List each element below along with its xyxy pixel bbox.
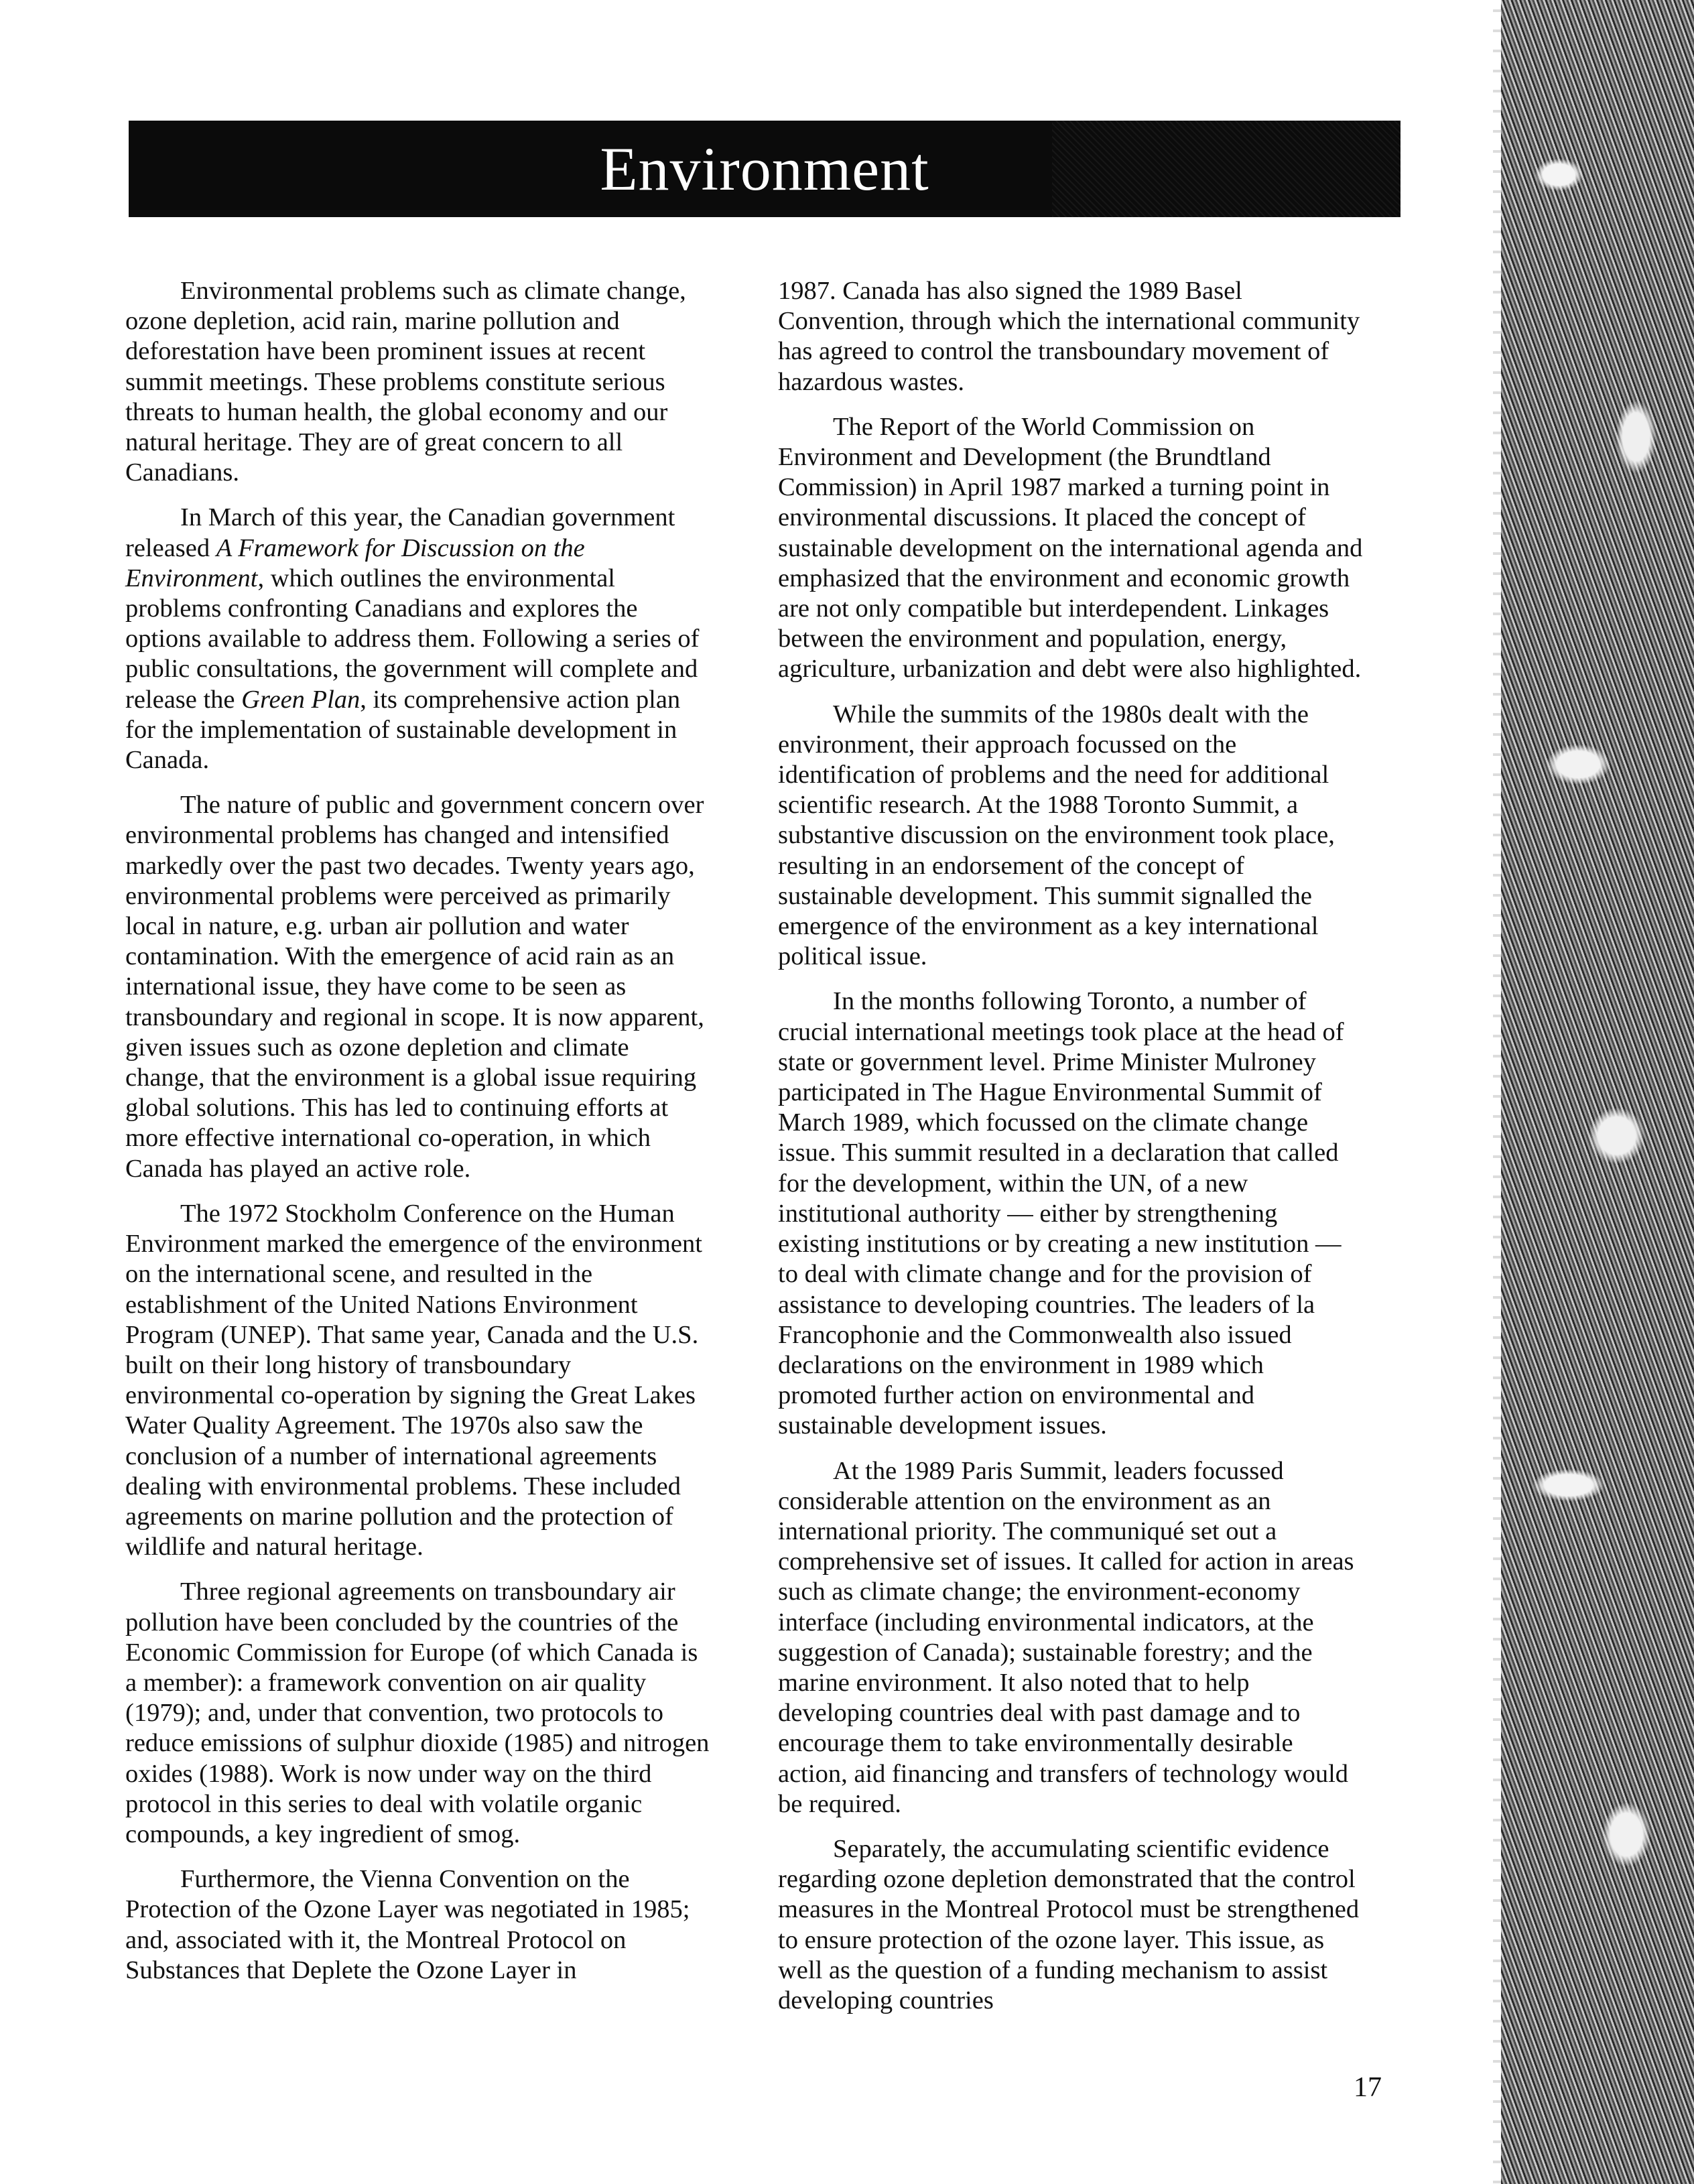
paragraph: The nature of public and government concern over environmental problems has changed and intensified markedly over the past two decades. Twenty years ago, environmental problems were perceived as primarily local in nature, e.g. urban air pollution and water contamination. With the emergence of acid rain as an international issue, they have come to be seen as transboundary and regional in scope. It is now apparent, given issues such as ozone depletion and climate change, that the environment is a global issue requiring global solutions. This has led to continuing efforts at more effective international co-operation, in which Canada has played an active role. (125, 791, 704, 1183)
publication-title: Green Plan (241, 685, 361, 714)
left-column (125, 276, 712, 2000)
paragraph: 1987. Canada has also signed the 1989 Basel Convention, through which the international community has agreed to control the transboundary movement of hazardous wastes. (778, 277, 1360, 396)
paragraph: Separately, the accumulating scientific evidence regarding ozone depletion demonstrated that the control measures in the Montreal Protocol must be strengthened to ensure protection of the ozone layer. This issue, as well as the question of a funding mechanism to assist developing countries (778, 1834, 1360, 2014)
page-number: 17 (1354, 2072, 1382, 2103)
paragraph (125, 503, 712, 775)
paragraph: At the 1989 Paris Summit, leaders focussed considerable attention on the environment as an international priority. The communiqué set out a comprehensive set of issues. It called for action in areas such as climate change; the environment-economy interface (including environmental indicators, at the suggestion of Canada); sustainable forestry; and the marine environment. It also noted that to help developing countries deal with past damage and to encourage them to take environmentally desirable action, aid financing and transfers of technology would be required. (778, 1456, 1354, 1818)
paragraph: While the summits of the 1980s dealt with the environment, their approach focussed on the identification of problems and the need for additional scientific research. At the 1988 Toronto Summit, a substantive discussion on the environment took place, resulting in an endorsement of the concept of sustainable development. This summit signalled the emergence of the environment as a key international political issue. (778, 700, 1335, 971)
paragraph: The 1972 Stockholm Conference on the Human Environment marked the emergence of the environment on the international scene, and resulted in the establishment of the United Nations Environment Program (UNEP). That same year, Canada and the U.S. built on their long history of transboundary environmental co-operation by signing the Great Lakes Water Quality Agreement. The 1970s also saw the conclusion of a number of international agreements dealing with environmental problems. These included agreements on marine pollution and the protection of wildlife and natural heritage. (125, 1199, 702, 1561)
text-run: , which outlines the environmental problems confronting Canadians and explores the options available to address them. Following a series of public consultations, the government will complete and release the (125, 564, 700, 714)
right-column (778, 276, 1364, 2031)
text-run: , its comprehensive action plan for the implementation of sustainable development in Canada. (125, 685, 681, 775)
paragraph: In the months following Toronto, a number of crucial international meetings took place at the head of state or government level. Prime Minister Mulroney participated in The Hague Environmental Summit of March 1989, which focussed on the climate change issue. This summit resulted in a declaration that called for the development, within the UN, of a new institutional authority — either by strengthening existing institutions or by creating a new institution — to deal with climate change and for the provision of assistance to developing countries. The leaders of la Francophonie and the Commonwealth also issued declarations on the environment in 1989 which promoted further action on environmental and sustainable development issues. (778, 987, 1344, 1440)
text-run: In March of this year, the Canadian government released (125, 503, 675, 562)
paragraph: Environmental problems such as climate change, ozone depletion, acid rain, marine pollution and deforestation have been prominent issues at recent summit meetings. These problems constitute serious threats to human health, the global economy and our natural heritage. They are of great concern to all Canadians. (125, 277, 686, 487)
paragraph: Furthermore, the Vienna Convention on the Protection of the Ozone Layer was negotiated in 1985; and, associated with it, the Montreal Protocol on Substances that Deplete the Ozone Layer in (125, 1865, 690, 1984)
paragraph: Three regional agreements on transboundary air pollution have been concluded by the countries of the Economic Commission for Europe (of which Canada is a member): a framework convention on air quality (1979); and, under that convention, two protocols to reduce emissions of sulphur dioxide (1985) and nitrogen oxides (1988). Work is now under way on the third protocol in this series to deal with volatile organic compounds, a key ingredient of smog. (125, 1578, 710, 1848)
publication-title: A Framework for Discussion on the Environment (125, 533, 585, 592)
decorative-image-strip (1501, 0, 1694, 2184)
section-banner (129, 121, 1400, 217)
section-title: Environment (600, 135, 929, 203)
paragraph: The Report of the World Commission on Environment and Development (the Brundtland Commission) in April 1987 marked a turning point in environmental discussions. It placed the concept of sustainable development on the international agenda and emphasized that the environment and economic growth are not only compatible but interdependent. Linkages between the environment and population, energy, agriculture, urbanization and debt were also highlighted. (778, 412, 1363, 684)
